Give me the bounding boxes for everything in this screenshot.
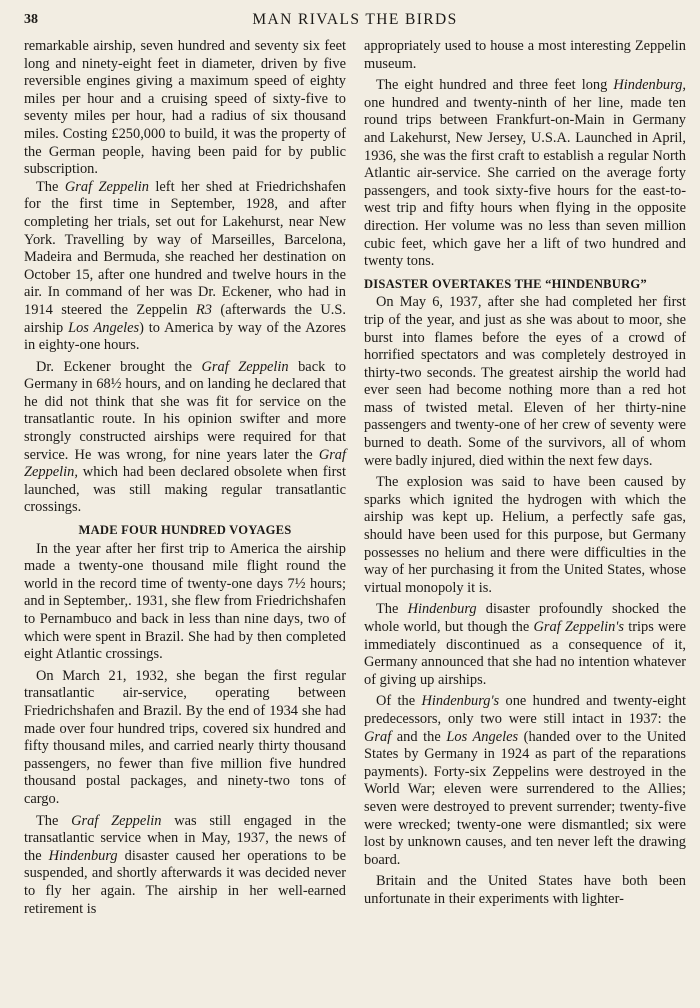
text-columns — [24, 38, 686, 918]
running-head — [24, 10, 686, 38]
right-column — [364, 38, 686, 918]
running-title: MAN RIVALS THE BIRDS — [252, 11, 458, 28]
paragraph: Dr. Eckener brought the Graf Zeppelin back to Germany in 68½ hours, and on landing he declared that he did not think that she was fit for service on the transatlantic route. In his opinion swifter and more strongly constructed airships were required for that service. He was wrong, for nine years later the Graf Zeppelin, which had been declared obsolete when first launched, was still making regular transatlantic crossings. — [24, 358, 346, 516]
paragraph: The Graf Zeppelin left her shed at Friedrichshafen for the first time in September, 1928, and after completing her trials, set out for Lakehurst, near New York. Travelling by way of Marseilles, Barcelona, Madeira and Bermuda, she reached her destination on October 15, after one hundred and twelve hours in the air. In command of her was Dr. Eckener, who had in 1914 steered the Zeppelin R3 (afterwards the U.S. airship Los Angeles) to America by way of the Azores in eighty-one hours. — [24, 178, 346, 354]
paragraph: In the year after her first trip to America the airship made a twenty-one thousand mile flight round the world in the record time of twenty-one days 7½ hours; and in September,. 1931, she flew from Friedrichshafen to Pernambuco and back in less than nine days, two of which were spent in Brazil. She had by then completed eight Atlantic crossings. — [24, 540, 346, 663]
paragraph: Of the Hindenburg's one hundred and twenty-eight predecessors, only two were still intact in 1937: the Graf and the Los Angeles (handed over to the United States by Germany in 1924 as part of the reparations payments). Forty-six Zeppelins were destroyed in the World War; eleven were surrendered to the Allies; seven were destroyed to prevent surrender; twenty-five were wrecked; twenty-one were dismantled; six were lost by unknown causes, and ten never left the drawing board. — [364, 693, 686, 868]
paragraph: remarkable airship, seven hundred and seventy six feet long and ninety-eight feet in diameter, driven by five reversible engines giving a maximum speed of eighty miles per hour and a cruising speed of sixty-five to seventy miles per hour, had a radius of six thousand miles. Costing £250,000 to build, it was the property of the German people, having been paid for by public subscription. — [24, 38, 346, 178]
paragraph: The Hindenburg disaster profoundly shocked the whole world, but though the Graf Zeppelin's trips were immediately discontinued as a consequence of it, Germany announced that she had no intention whatever of giving up airships. — [364, 601, 686, 688]
paragraph: appropriately used to house a most interesting Zeppelin museum. — [364, 38, 686, 72]
page-number: 38 — [24, 12, 38, 27]
section-heading: MADE FOUR HUNDRED VOYAGES — [78, 523, 292, 538]
paragraph: The Graf Zeppelin was still engaged in the transatlantic service when in May, 1937, the news of the Hindenburg disaster caused her operations to be suspended, and shortly afterwards it was decided never to fly her again. The airship in her well-earned retirement is — [24, 812, 346, 917]
section-heading: DISASTER OVERTAKES THE “HINDENBURG” — [364, 276, 647, 291]
paragraph: On May 6, 1937, after she had completed her first trip of the year, and just as she was about to moor, she burst into flames before the eyes of a crowd of horrified spectators and was completely destroyed in thirty-two seconds. The greatest airship the world had ever seen had become nothing more than a red hot mass of twisted metal. Eleven of her thirty-nine passengers and twenty-one of her crew of seventy were burned to death. Some of the survivors, all of whom were badly injured, died within the next few days. — [364, 294, 686, 469]
paragraph: Britain and the United States have both been unfortunate in their experiments with lighter- — [364, 873, 686, 907]
paragraph: The explosion was said to have been caused by sparks which ignited the hydrogen with which the airship was kept up. Helium, a perfectly safe gas, should have been used for this purpose, but Germany possesses no helium and there were difficulties in the way of her purchasing it from the United States, whose virtual monopoly it is. — [364, 474, 686, 596]
left-column — [24, 38, 346, 918]
paragraph: The eight hundred and three feet long Hindenburg, one hundred and twenty-ninth of her line, made ten round trips between Frankfurt-on-Main in Germany and Lakehurst, New Jersey, U.S.A. Launched in April, 1936, she was the first craft to establish a regular North Atlantic air-service. She carried on the average forty passengers, and took sixty-five hours for the east-to-west trip and fifty hours when flying in the opposite direction. Her volume was no less than seven million cubic feet, which gave her a lift of two hundred and twenty tons. — [364, 77, 686, 270]
paragraph: On March 21, 1932, she began the first regular transatlantic air-service, operating between Friedrichshafen and Brazil. By the end of 1934 she had made over four hundred trips, covered six hundred and fifty thousand miles, and carried nearly thirty thousand passengers, no fewer than five million five hundred thousand postal packages, and ninety-two tons of cargo. — [24, 667, 346, 807]
